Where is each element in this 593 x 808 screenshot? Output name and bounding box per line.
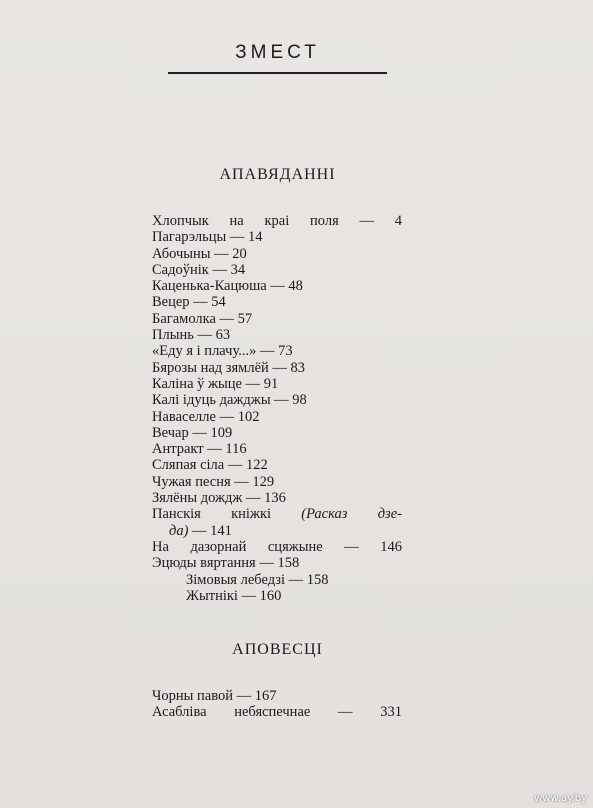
toc-list-stories (152, 213, 402, 604)
toc-entry-word: Хлопчык (152, 213, 209, 229)
section-heading-stories: АПАВЯДАННІ (219, 166, 336, 183)
toc-entry-word: сцяжыне (267, 538, 323, 555)
toc-entry: Зімовыя лебедзі — 158 (186, 571, 329, 588)
watermark: www.ay.by (534, 793, 587, 804)
toc-entry-word: 4 (394, 213, 402, 229)
toc-entry: Наваселле — 102 (152, 408, 260, 425)
toc-entry: Чужая песня — 129 (152, 473, 275, 490)
toc-entry: Садоўнік — 34 (152, 261, 246, 278)
toc-entry: Антракт — 116 (152, 441, 247, 458)
toc-entry-word: дзе- (377, 506, 402, 523)
toc-entry (152, 506, 402, 522)
section-heading-novellas: АПОВЕСЦІ (232, 641, 323, 658)
toc-entry: Сляпая сіла — 122 (152, 457, 268, 474)
toc-entry: Каліна ў жыце — 91 (152, 375, 279, 392)
toc-entry (152, 523, 402, 539)
toc-entry-word: дазорнай (190, 538, 247, 555)
page-title: ЗМЕСТ (235, 42, 320, 63)
toc-entry-word: — (338, 704, 353, 721)
toc-entry-italic: да) (169, 522, 189, 539)
toc-entry: Вецер — 54 (152, 294, 226, 311)
toc-entry (152, 539, 402, 555)
toc-entry: Багамолка — 57 (152, 310, 253, 327)
toc-entry (152, 704, 402, 720)
toc-entry: Абочыны — 20 (152, 245, 247, 262)
toc-entry: Зялёны дождж — 136 (152, 490, 286, 507)
toc-entry-word: на (229, 213, 244, 229)
toc-entry-word: Панскія (152, 506, 201, 523)
toc-entry: Вечар — 109 (152, 424, 233, 441)
toc-entry-word: небяспечнае (234, 704, 311, 721)
toc-entry-word: — (344, 538, 359, 555)
toc-entry: Эцюды вяртання — 158 (152, 555, 300, 572)
toc-entry-word: поля (310, 213, 339, 229)
toc-entry: Калі ідуць дажджы — 98 (152, 392, 307, 409)
toc-entry-word: 146 (380, 538, 402, 555)
toc-entry-word: (Расказ (301, 506, 348, 523)
toc-entry: Бярозы над зямлёй — 83 (152, 359, 306, 376)
toc-entry: «Еду я і плачу...» — 73 (152, 343, 293, 360)
toc-entry: Пагарэльцы — 14 (152, 229, 263, 246)
toc-entry-word: краі (264, 213, 290, 229)
toc-entry-page: — 141 (188, 522, 232, 539)
toc-entry-word: На (152, 538, 169, 555)
toc-entry-word: Асабліва (152, 704, 207, 721)
toc-entry: Плынь — 63 (152, 327, 231, 344)
toc-entry: Каценька-Кацюша — 48 (152, 278, 303, 295)
toc-entry (152, 213, 402, 229)
toc-entry-word: кніжкі (231, 506, 272, 523)
title-rule (168, 72, 387, 74)
toc-entry-word: 331 (380, 704, 402, 721)
toc-entry-word: — (359, 213, 374, 229)
toc-entry: Чорны павой — 167 (152, 688, 277, 704)
toc-list-novellas (152, 688, 402, 721)
toc-entry: Жытнікі — 160 (186, 587, 282, 604)
